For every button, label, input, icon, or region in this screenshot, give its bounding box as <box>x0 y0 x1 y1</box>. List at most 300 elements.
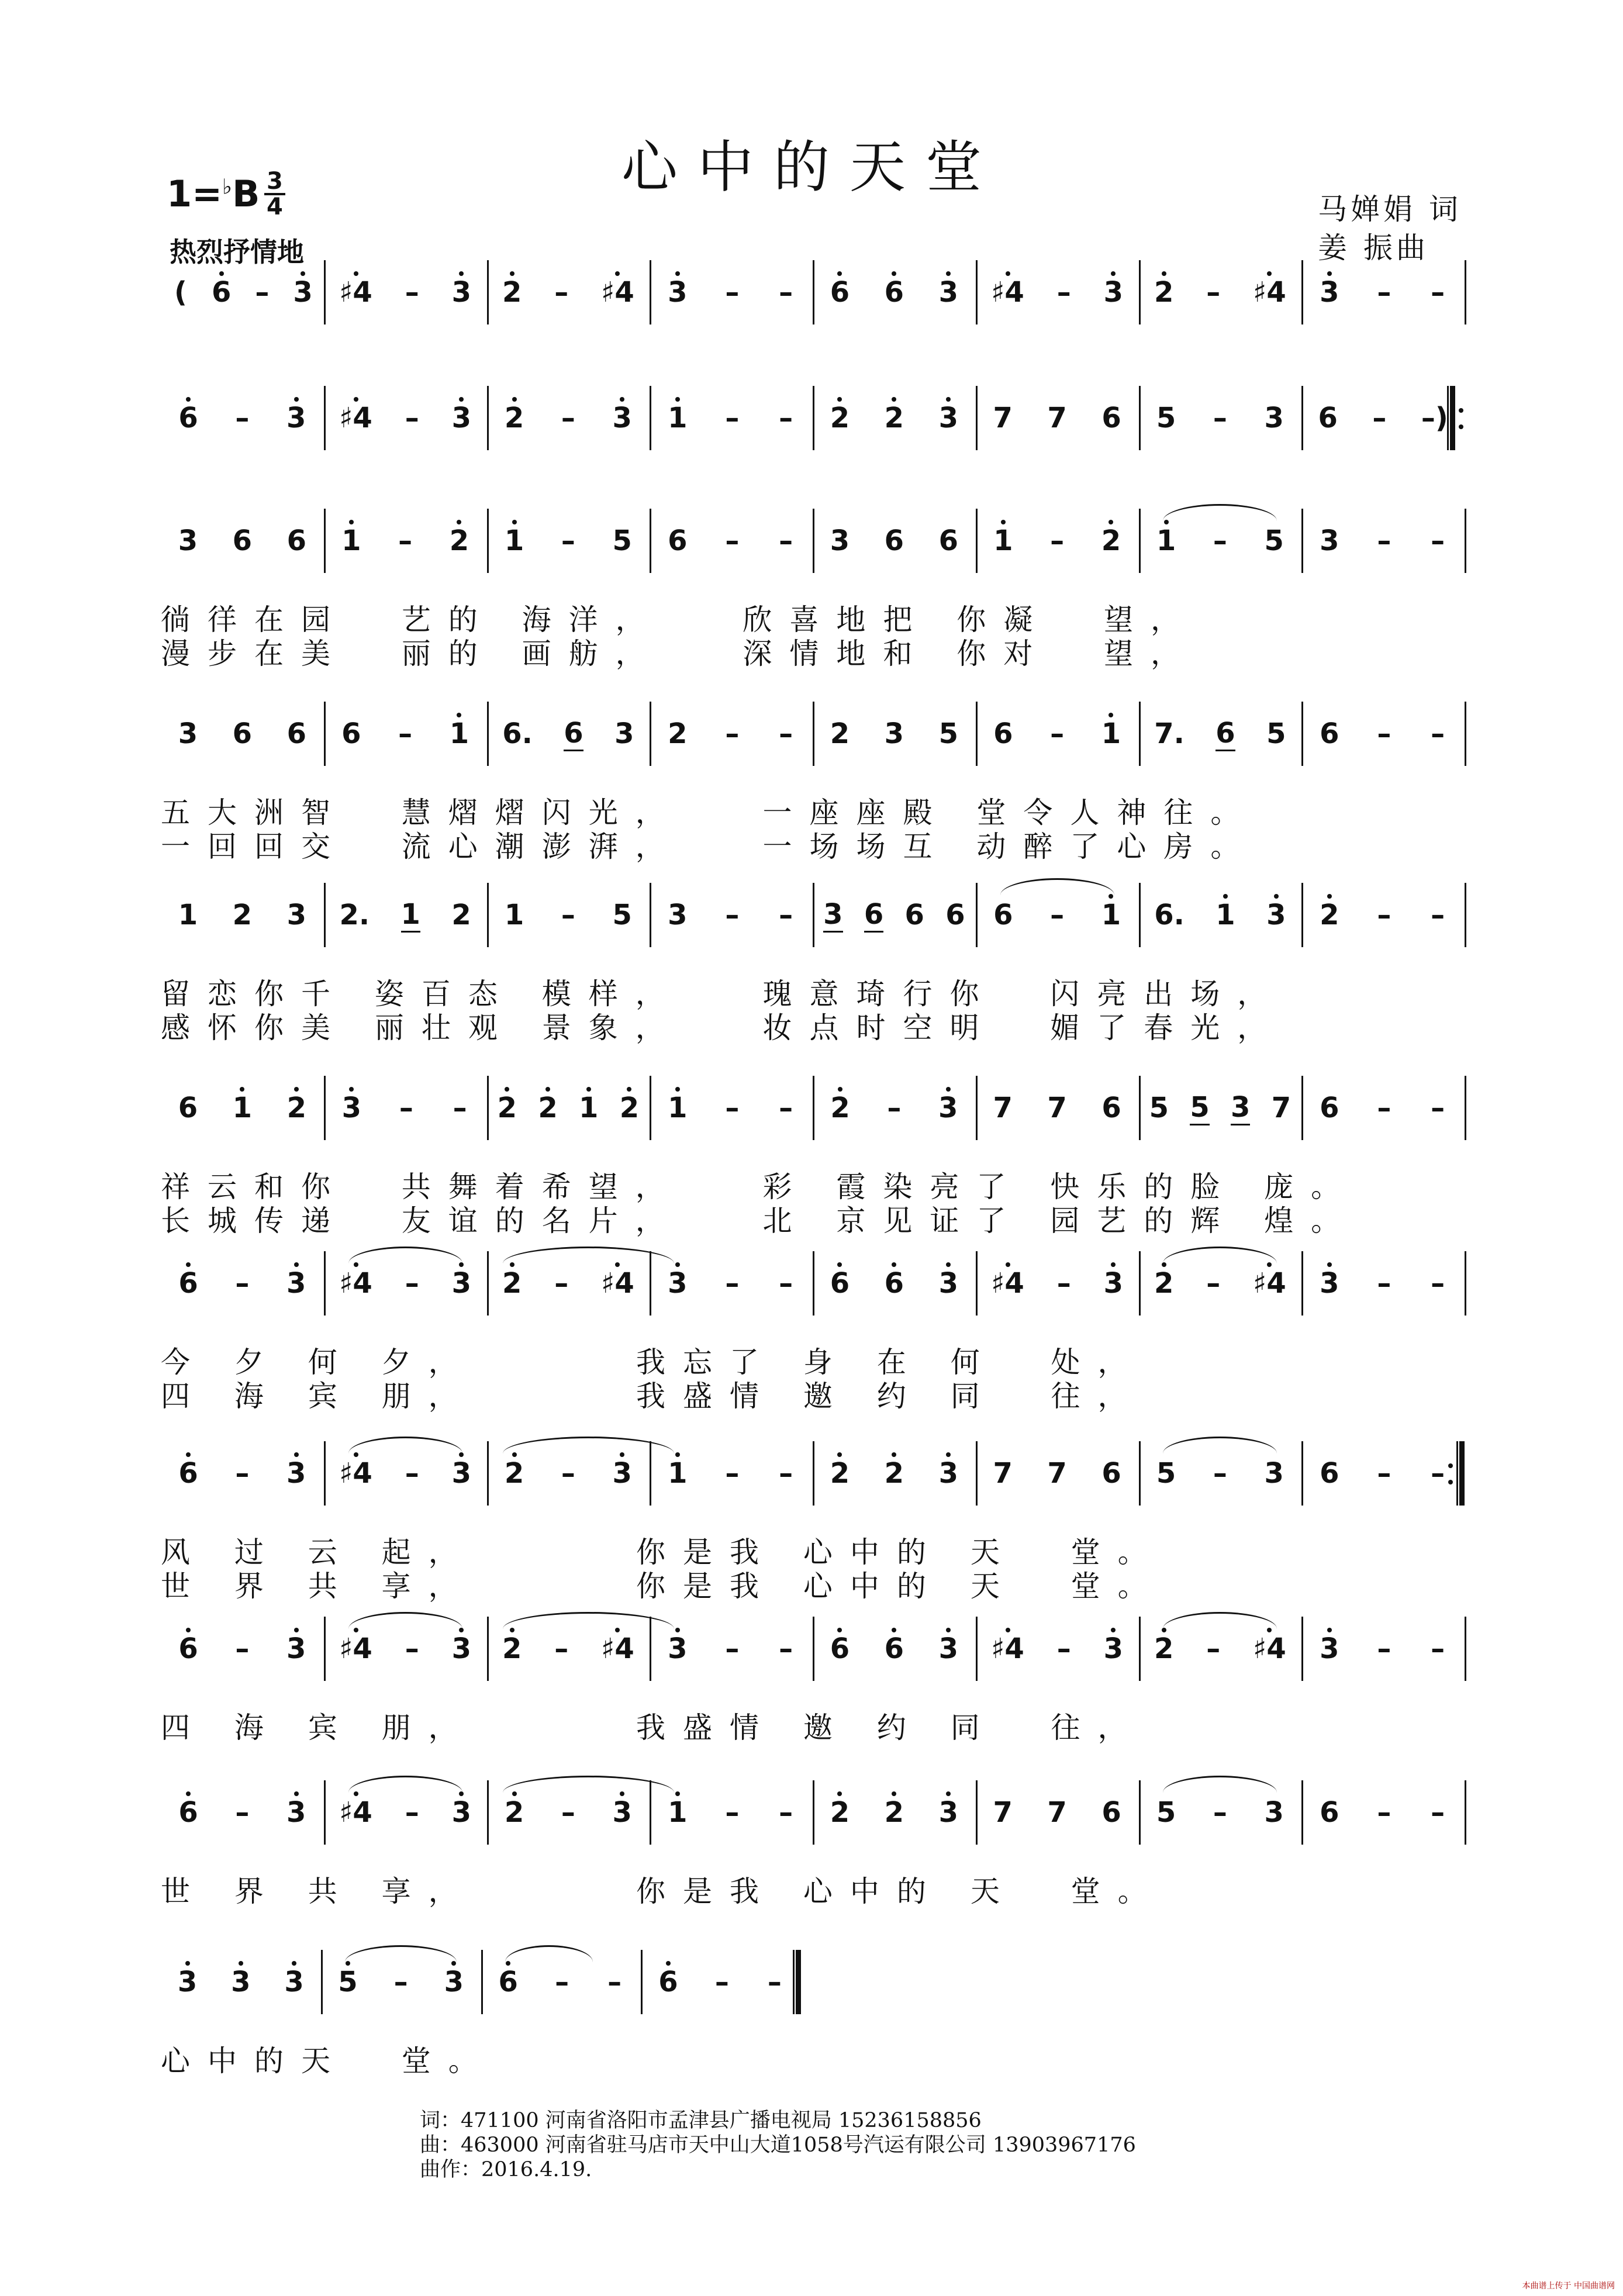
measure <box>976 386 1139 450</box>
note: ♯4 <box>991 1632 1024 1665</box>
measure <box>650 509 813 573</box>
note: 3 <box>1264 402 1284 434</box>
note-row <box>161 260 1465 324</box>
note: – <box>453 1092 467 1124</box>
note: – <box>1372 402 1387 434</box>
note: ♯4 <box>991 276 1024 309</box>
lyrics <box>161 971 1465 1045</box>
note: – <box>1050 899 1065 931</box>
measure <box>161 702 324 766</box>
note: 2 <box>451 899 471 931</box>
measure <box>813 1251 976 1316</box>
note: ♯4 <box>339 402 372 434</box>
note-row <box>161 1780 1465 1845</box>
note: 6 <box>1101 1092 1121 1124</box>
note: 6 <box>993 717 1013 750</box>
lyric-line: 世 界 共 享， 你是我 心中的 天 堂。 <box>161 1569 1165 1603</box>
note: 6 <box>884 1267 904 1300</box>
note: – <box>398 524 413 557</box>
measure <box>1139 702 1302 766</box>
note: – <box>393 1966 408 1998</box>
note: 1 <box>668 1092 688 1124</box>
note-row <box>161 1950 801 2014</box>
lyric-line: 五大洲智 慧熠熠闪光， 一座座殿 堂令人神往。 <box>161 796 1258 830</box>
note: 3 <box>938 1267 958 1300</box>
composer-credit: 姜 振曲 <box>1318 231 1429 265</box>
measure <box>813 386 976 450</box>
note: 6 <box>830 1267 850 1300</box>
note: – <box>779 1796 793 1829</box>
note: – <box>725 1267 740 1300</box>
measure <box>650 1780 813 1845</box>
note: 6 <box>178 1092 198 1124</box>
note: – <box>1377 1457 1391 1490</box>
measure <box>324 1441 487 1506</box>
note-row <box>161 509 1465 573</box>
lyric-line: 留恋你千 姿百态 模样， 瑰意琦行你 闪亮出场， <box>161 977 1284 1011</box>
note: 1 <box>1101 717 1121 750</box>
measure <box>161 883 324 947</box>
note: ♯4 <box>1253 1632 1286 1665</box>
note: – <box>1431 1267 1445 1300</box>
measure <box>1139 509 1302 573</box>
note: – <box>779 402 793 434</box>
note: 6 <box>1101 1457 1121 1490</box>
note: 5 <box>1190 1091 1209 1125</box>
footer-line: 曲：463000 河南省驻马店市天中山大道1058号汽运有限公司 13903967176 <box>420 2133 1136 2157</box>
note: 2 <box>502 1267 522 1300</box>
note: 6 <box>658 1966 678 1998</box>
note: 3 <box>293 276 313 309</box>
measure <box>487 260 650 324</box>
measure <box>1139 1076 1302 1140</box>
note: – <box>779 1092 793 1124</box>
measure <box>650 1076 813 1140</box>
note: 3 <box>178 524 198 557</box>
note: 3 <box>614 717 634 750</box>
note: – <box>779 1457 793 1490</box>
flat-sign: ♭ <box>222 175 233 199</box>
note: – <box>1213 402 1227 434</box>
measure <box>650 260 813 324</box>
note: –) <box>1421 402 1448 434</box>
note: – <box>779 899 793 931</box>
note: 6 <box>286 717 306 750</box>
note: 6 <box>830 1632 850 1665</box>
note: 3 <box>286 1796 306 1829</box>
note: 6 <box>178 1267 198 1300</box>
note: 3 <box>1320 1632 1339 1665</box>
note: 6 <box>211 276 232 309</box>
note: 6 <box>1320 1457 1339 1490</box>
note: 7 <box>1271 1092 1292 1124</box>
measure <box>161 386 324 450</box>
note: ♯4 <box>339 1267 372 1300</box>
slur <box>1163 504 1277 521</box>
note: 6 <box>1101 1796 1121 1829</box>
note: 5 <box>1266 717 1286 750</box>
note: 3 <box>177 1966 198 1998</box>
measure <box>976 260 1139 324</box>
note: – <box>725 524 740 557</box>
measure <box>161 1780 324 1845</box>
barline <box>1465 1617 1466 1681</box>
note: 3 <box>286 899 306 931</box>
note-row <box>161 1617 1465 1681</box>
slur <box>348 1247 462 1263</box>
note: ♯4 <box>1253 1267 1286 1300</box>
note: – <box>714 1966 729 1998</box>
note: 5 <box>1264 524 1284 557</box>
slur <box>505 1945 593 1962</box>
note: – <box>235 1267 250 1300</box>
note: 3 <box>286 402 306 434</box>
note: 3 <box>451 276 472 309</box>
note: – <box>607 1966 622 1998</box>
lyric-line: 长城传递 友谊的名片， 北 京见证了 园艺的辉 煌。 <box>161 1204 1358 1238</box>
note: 6 <box>1320 1796 1339 1829</box>
note: 6 <box>668 524 688 557</box>
note: – <box>235 1632 250 1665</box>
note: 3 <box>1266 899 1286 931</box>
measure <box>1301 260 1465 324</box>
note: 7 <box>1047 402 1067 434</box>
note: 6 <box>178 1457 198 1490</box>
note: 2 <box>504 1457 524 1490</box>
measure <box>1139 260 1302 324</box>
note: 2 <box>830 1457 850 1490</box>
note: ( <box>174 276 187 309</box>
lyrics <box>161 1339 1465 1413</box>
measure <box>813 1780 976 1845</box>
measure <box>1301 702 1465 766</box>
lyric-line: 风 过 云 起， 你是我 心中的 天 堂。 <box>161 1535 1165 1569</box>
note: 3 <box>1320 276 1339 309</box>
note-row <box>161 883 1465 947</box>
note: 6. <box>502 717 533 750</box>
measure <box>813 260 976 324</box>
note: – <box>1431 717 1445 750</box>
measure <box>650 702 813 766</box>
note: – <box>767 1966 782 1998</box>
note: 2. <box>339 899 370 931</box>
note: 2 <box>449 524 469 557</box>
note: 3 <box>938 1632 958 1665</box>
note: 6 <box>864 898 883 933</box>
measure <box>324 1617 487 1681</box>
note: – <box>1377 899 1391 931</box>
note: 7 <box>1047 1457 1067 1490</box>
note: 3 <box>286 1267 306 1300</box>
note: 5 <box>1149 1092 1169 1124</box>
measure <box>650 1251 813 1316</box>
note: 3 <box>1264 1796 1284 1829</box>
note-row <box>161 702 1465 766</box>
note: 3 <box>451 1267 472 1300</box>
note: ♯4 <box>1253 276 1286 309</box>
note: 2 <box>1154 276 1174 309</box>
measure <box>1301 1617 1465 1681</box>
note: – <box>1377 1267 1391 1300</box>
note: 7. <box>1154 717 1185 750</box>
key-prefix: 1= <box>167 172 223 215</box>
note: 2 <box>830 1092 850 1124</box>
lyric-line: 心中的天 堂。 <box>161 2044 495 2078</box>
note: – <box>405 1632 419 1665</box>
lyrics <box>161 1868 1465 1908</box>
measure <box>650 386 813 450</box>
measure <box>650 883 813 947</box>
measure <box>487 1251 650 1316</box>
note: 6 <box>884 1632 904 1665</box>
note: – <box>1206 1267 1221 1300</box>
note: – <box>405 1457 419 1490</box>
note: ♯4 <box>339 1796 372 1829</box>
measure <box>650 1441 813 1506</box>
note: 6 <box>1215 717 1235 751</box>
measure <box>324 509 487 573</box>
measure <box>1301 509 1465 573</box>
measure <box>976 883 1139 947</box>
note: 1 <box>668 402 688 434</box>
note: 3 <box>938 276 958 309</box>
measure <box>324 883 487 947</box>
note: 3 <box>612 402 632 434</box>
measure <box>161 1076 324 1140</box>
note: – <box>1050 717 1065 750</box>
barline <box>1465 883 1466 947</box>
note: – <box>1377 1092 1391 1124</box>
note: 2 <box>830 717 850 750</box>
note: – <box>1377 276 1391 309</box>
lyric-line: 今 夕 何 夕， 我忘了 身 在 何 处， <box>161 1345 1145 1379</box>
lyric-line: 四 海 宾 朋， 我盛情 邀 约 同 往， <box>161 1711 1145 1745</box>
slur <box>503 1612 674 1629</box>
note: 3 <box>612 1796 632 1829</box>
note: 3 <box>1231 1091 1250 1125</box>
note: – <box>1431 1796 1445 1829</box>
note: 2 <box>1320 899 1339 931</box>
note: – <box>725 276 740 309</box>
note: – <box>555 1966 569 1998</box>
note: 3 <box>1320 1267 1339 1300</box>
note: – <box>561 524 575 557</box>
measure <box>813 702 976 766</box>
note: 5 <box>612 524 632 557</box>
time-signature <box>264 170 285 219</box>
slur <box>1000 878 1114 895</box>
note: – <box>554 1267 569 1300</box>
note: 2 <box>884 1457 904 1490</box>
note: 1 <box>449 717 469 750</box>
note: – <box>1431 276 1445 309</box>
note: 3 <box>1264 1457 1284 1490</box>
note: 1 <box>504 899 524 931</box>
measure <box>641 1950 801 2014</box>
watermark: 本曲谱上传于 中国曲谱网 <box>1522 2281 1615 2291</box>
barline <box>1465 1251 1466 1316</box>
note: 2 <box>538 1092 558 1124</box>
note: – <box>405 402 419 434</box>
measure <box>161 1251 324 1316</box>
note: 3 <box>341 1092 362 1124</box>
note: 2 <box>1154 1632 1174 1665</box>
note: 5 <box>338 1966 358 1998</box>
note: – <box>1213 1796 1227 1829</box>
measure <box>324 1251 487 1316</box>
slur <box>345 1945 457 1962</box>
note: – <box>1213 524 1227 557</box>
note: 6 <box>1320 1092 1339 1124</box>
note: – <box>725 1632 740 1665</box>
note: 2 <box>619 1092 640 1124</box>
note: 6 <box>286 524 306 557</box>
note: – <box>1206 276 1221 309</box>
slur <box>1163 1247 1277 1263</box>
slur <box>1163 1437 1277 1453</box>
note: 6 <box>341 717 361 750</box>
lyricist-credit: 马婵娟 词 <box>1318 192 1462 226</box>
note: 1 <box>232 1092 253 1124</box>
note: 3 <box>451 402 472 434</box>
note: – <box>235 1457 250 1490</box>
note: – <box>725 1796 740 1829</box>
footer <box>420 2108 1136 2182</box>
barline <box>1465 509 1466 573</box>
slur <box>1163 1612 1277 1629</box>
note: ♯4 <box>991 1267 1024 1300</box>
measure <box>813 1441 976 1506</box>
tempo-marking: 热烈抒情地 <box>170 236 304 268</box>
note: 1 <box>178 899 198 931</box>
note: 3 <box>668 1267 688 1300</box>
measure <box>976 1441 1139 1506</box>
note: 2 <box>884 1796 904 1829</box>
barline <box>1465 1076 1466 1140</box>
note: 2 <box>502 276 522 309</box>
lyrics <box>161 2038 1465 2078</box>
note: – <box>405 1796 419 1829</box>
note: 3 <box>1320 524 1339 557</box>
note: 1 <box>1215 899 1235 931</box>
note: 6 <box>498 1966 518 1998</box>
note: 3 <box>284 1966 304 1998</box>
note: – <box>1056 276 1071 309</box>
note: – <box>779 1267 793 1300</box>
note: – <box>1213 1457 1227 1490</box>
note: 5 <box>938 717 958 750</box>
note: 1 <box>504 524 524 557</box>
note: 1 <box>1156 524 1176 557</box>
measure <box>321 1950 481 2014</box>
note: – <box>561 899 575 931</box>
note: – <box>1056 1632 1071 1665</box>
note: – <box>1377 524 1391 557</box>
note: 3 <box>286 1457 306 1490</box>
note: – <box>1377 1632 1391 1665</box>
note: 7 <box>993 1092 1013 1124</box>
measure <box>161 1441 324 1506</box>
note: 1 <box>341 524 361 557</box>
note: 2 <box>502 1632 522 1665</box>
measure <box>487 1441 650 1506</box>
note: – <box>725 1092 740 1124</box>
slur <box>1163 1776 1277 1793</box>
lyrics <box>161 596 1465 671</box>
note: 3 <box>668 1632 688 1665</box>
measure <box>976 1076 1139 1140</box>
note: 7 <box>993 1796 1013 1829</box>
note: 3 <box>451 1796 472 1829</box>
lyric-line: 漫步在美 丽的 画舫， 深情地和 你对 望， <box>161 637 1198 671</box>
measure <box>1139 1251 1302 1316</box>
note: 6 <box>904 899 924 931</box>
note: – <box>1206 1632 1221 1665</box>
measure <box>1139 1780 1302 1845</box>
note: – <box>255 276 270 309</box>
note: 6 <box>830 276 850 309</box>
measure <box>487 1076 650 1140</box>
note: – <box>1431 1632 1445 1665</box>
note: 1 <box>993 524 1013 557</box>
note: 6 <box>1320 717 1339 750</box>
barline <box>1465 702 1466 766</box>
measure <box>324 260 487 324</box>
measure <box>161 509 324 573</box>
note: 6 <box>232 717 253 750</box>
note: – <box>405 276 419 309</box>
measure <box>1301 1076 1465 1140</box>
lyrics <box>161 1704 1465 1745</box>
measure <box>324 386 487 450</box>
note: – <box>554 276 569 309</box>
slur <box>348 1776 462 1793</box>
note: 3 <box>451 1632 472 1665</box>
note: 5 <box>612 899 632 931</box>
note: 6 <box>564 717 583 751</box>
note: 1 <box>579 1092 599 1124</box>
note-row <box>161 386 1465 450</box>
slur <box>503 1437 674 1453</box>
measure <box>161 260 324 324</box>
note: – <box>1056 1267 1071 1300</box>
note: – <box>398 717 413 750</box>
measure <box>1139 1441 1302 1506</box>
note: 2 <box>232 899 253 931</box>
note: 5 <box>1156 1796 1176 1829</box>
lyric-line: 感怀你美 丽壮观 景象， 妆点时空明 媚了春光， <box>161 1011 1284 1045</box>
note: 3 <box>178 717 198 750</box>
footer-line: 词：471100 河南省洛阳市孟津县广播电视局 15236158856 <box>420 2109 982 2132</box>
measure <box>1301 883 1465 947</box>
note: 2 <box>286 1092 306 1124</box>
footer-line: 曲作：2016.4.19. <box>420 2158 592 2181</box>
note: ♯4 <box>601 1267 634 1300</box>
measure <box>324 1780 487 1845</box>
meter-bottom: 4 <box>267 194 283 220</box>
note: 3 <box>884 717 904 750</box>
note: 6 <box>993 899 1013 931</box>
note: 2 <box>884 402 904 434</box>
note: 3 <box>1103 1632 1124 1665</box>
lyric-line: 祥云和你 共舞着希望， 彩 霞染亮了 快乐的脸 庞。 <box>161 1170 1358 1204</box>
note: 3 <box>286 1632 306 1665</box>
note: 6. <box>1154 899 1185 931</box>
measure <box>161 1950 321 2014</box>
note: – <box>725 717 740 750</box>
note: 3 <box>823 898 842 933</box>
note: – <box>235 1796 250 1829</box>
